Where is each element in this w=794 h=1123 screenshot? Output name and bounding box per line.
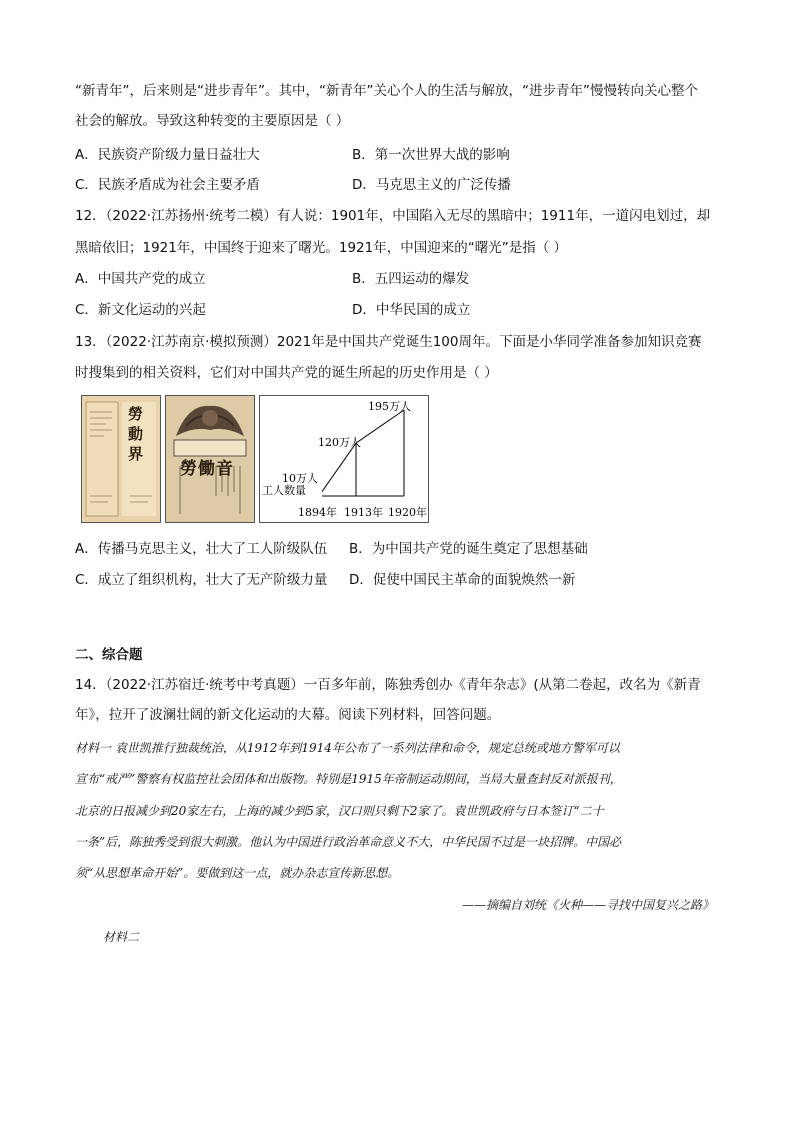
worker-count-chart: [259, 395, 429, 523]
q11-option-b: B．第一次世界大战的影响: [352, 147, 510, 163]
material1-source: ——摘编自刘统《火种——寻找中国复兴之路》: [461, 898, 714, 912]
q11-option-c: C．民族矛盾成为社会主要矛盾: [75, 177, 260, 193]
material1-line5: 须“从思想革命开始”。要做到这一点，就办杂志宣传新思想。: [75, 866, 400, 880]
labor-world-magazine-image: [81, 395, 161, 523]
chart-ylabel: 工人数量: [262, 484, 306, 497]
chart-x-tick-label: 1894年: [298, 506, 337, 519]
section-title: 二、综合题: [75, 647, 143, 663]
q12-stem-line2: 黑暗依旧；1921年，中国终于迎来了曙光。1921年，中国迎来的“曙光”是指（ ）: [75, 240, 567, 256]
chart-series-line: [322, 410, 404, 492]
q12-option-c: C．新文化运动的兴起: [75, 302, 206, 318]
q13-option-c: C．成立了组织机构，壮大了无产阶级力量: [75, 572, 328, 588]
q13-option-d: D．促使中国民主革命的面貌焕然一新: [349, 572, 576, 588]
labor-world-title: 勞動界: [128, 405, 144, 463]
chart-x-tick-label: 1913年: [344, 506, 383, 519]
labor-voice-title: 勞働音: [180, 459, 234, 479]
material1-line2: 宣布“戒严”警察有权监控社会团体和出版物。特别是1915年帝制运动期间，当局大量查封反对派报刊，: [75, 772, 622, 786]
material2-label: 材料二: [103, 930, 140, 944]
q13-option-a: A．传播马克思主义，壮大了工人阶级队伍: [75, 541, 328, 557]
q11-stem-line1: “新青年”，后来则是“进步青年”。其中，“新青年”关心个人的生活与解放，“进步青年”慢慢转向关心整个: [75, 83, 698, 99]
q12-option-d: D．中华民国的成立: [352, 302, 471, 318]
chart-data-label: 120万人: [318, 436, 361, 449]
q12-option-b: B．五四运动的爆发: [352, 271, 470, 287]
q14-stem-line2: 年》，拉开了波澜壮阔的新文化运动的大幕。阅读下列材料，回答问题。: [75, 707, 501, 723]
material1-line4: 一条”后，陈独秀受到很大刺激。他认为中国进行政治革命意义不大，中华民国不过是一块招牌。中国必: [75, 835, 622, 849]
q13-stem-line2: 时搜集到的相关资料，它们对中国共产党的诞生所起的历史作用是（ ）: [75, 365, 498, 381]
q12-option-a: A．中国共产党的成立: [75, 271, 206, 287]
q14-stem-line1: 14．（2022·江苏宿迁·统考中考真题）一百多年前，陈独秀创办《青年杂志》(从第二卷起，改名为《新青: [75, 677, 701, 693]
q13-option-b: B．为中国共产党的诞生奠定了思想基础: [349, 541, 588, 557]
q12-stem-line1: 12．（2022·江苏扬州·统考二模）有人说：1901年，中国陷入无尽的黑暗中；1911年，一道闪电划过，却: [75, 208, 711, 224]
material1-line3: 北京的日报减少到20家左右，上海的减少到5家，汉口则只剩下2家了。袁世凯政府与日本签订“二十: [75, 804, 604, 818]
q11-option-a: A．民族资产阶级力量日益壮大: [75, 147, 260, 163]
q13-stem-line1: 13．（2022·江苏南京·模拟预测）2021年是中国共产党诞生100周年。下面是小华同学准备参加知识竞赛: [75, 334, 702, 350]
q11-stem-line2: 社会的解放。导致这种转变的主要原因是（ ）: [75, 113, 350, 129]
material1-line1: 材料一 袁世凯推行独裁统治，从1912年到1914年公布了一系列法律和命令，规定总统或地方警军可以: [75, 741, 620, 755]
chart-x-tick-label: 1920年: [388, 506, 427, 519]
labor-voice-magazine-image: [165, 395, 255, 523]
chart-data-label: 10万人: [282, 472, 318, 485]
chart-data-label: 195万人: [368, 400, 411, 413]
q11-option-d: D．马克思主义的广泛传播: [352, 177, 511, 193]
